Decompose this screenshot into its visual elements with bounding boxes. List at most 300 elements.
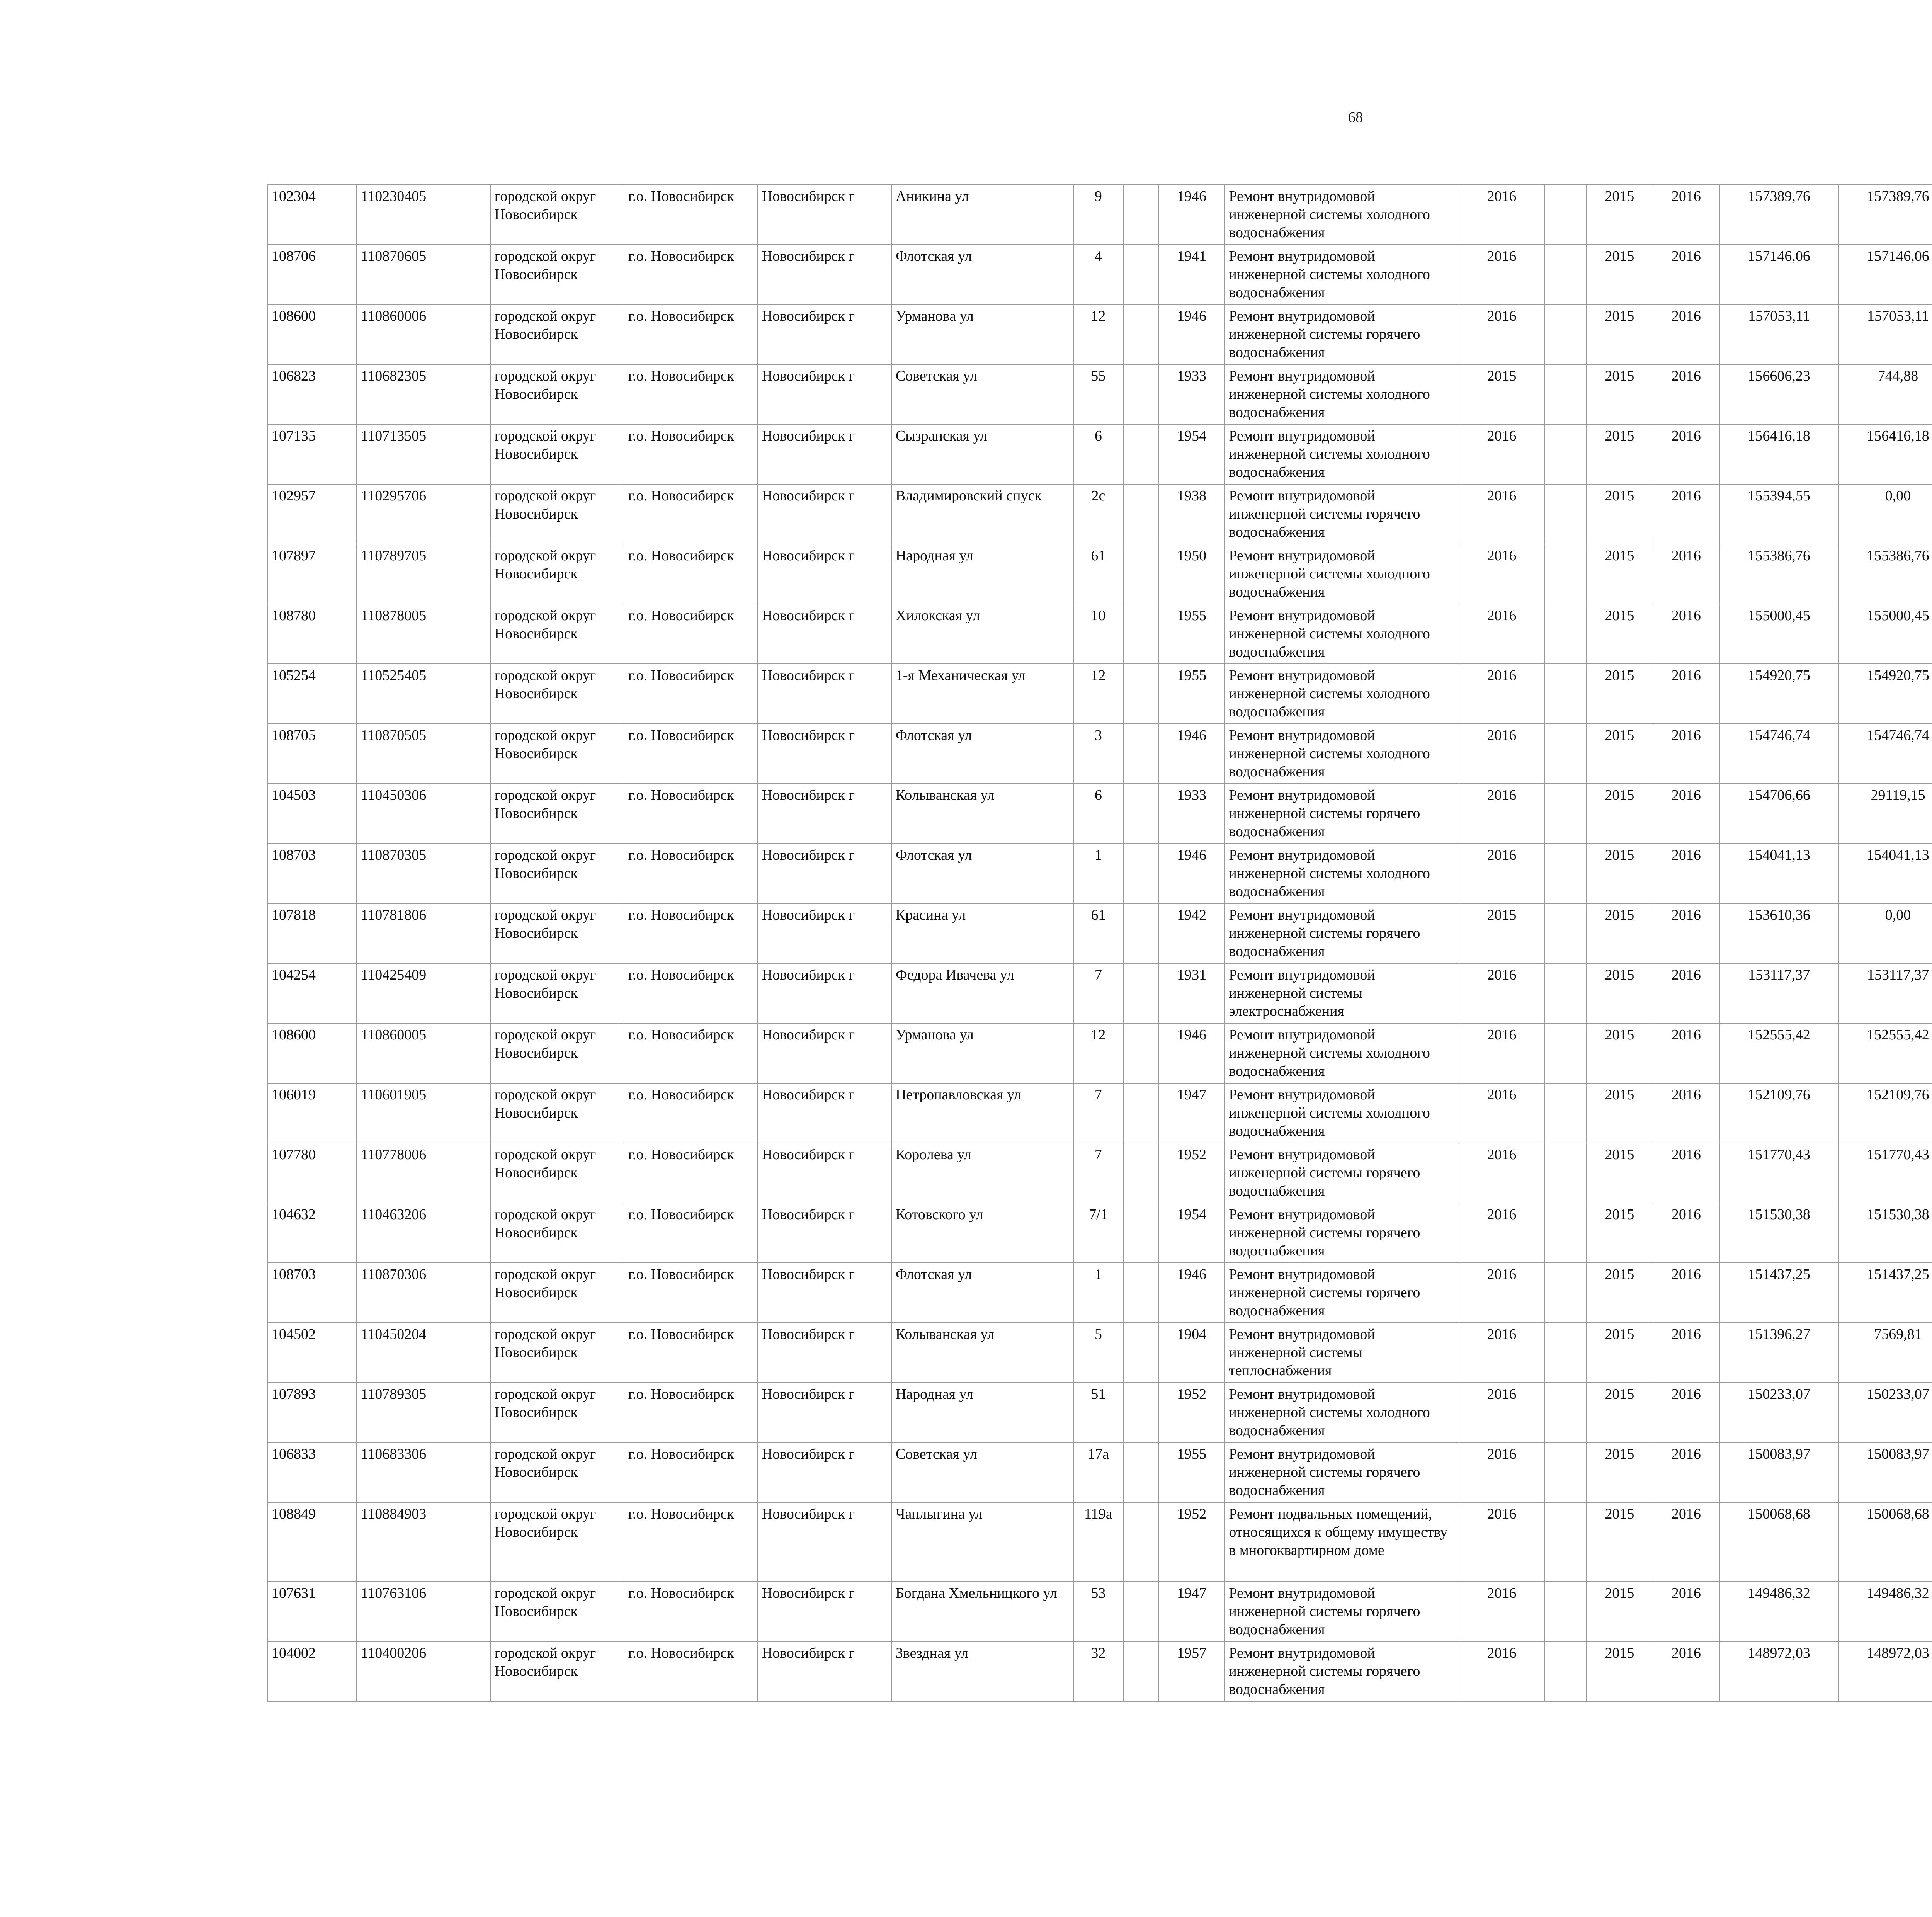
year-built-cell: 1954 <box>1159 424 1225 484</box>
house-letter-cell <box>1123 1641 1159 1701</box>
year-from-cell: 2015 <box>1586 724 1653 784</box>
work-type-cell: Ремонт подвальных помещений, относящихся к общему имуществу в многоквартирном доме <box>1225 1502 1459 1582</box>
total-cost-cell: 154920,75 <box>1719 664 1838 724</box>
house-number-cell: 61 <box>1073 544 1123 604</box>
row-id-cell: 105254 <box>267 664 357 724</box>
city-cell: Новосибирск г <box>758 1083 891 1143</box>
house-number-cell: 1 <box>1073 844 1123 903</box>
year-to-cell: 2016 <box>1653 1442 1720 1502</box>
extra-col-cell <box>1544 903 1586 963</box>
row-id-cell: 104503 <box>267 784 357 844</box>
fund-amount-cell: 152555,42 <box>1838 1023 1932 1083</box>
total-cost-cell: 150068,68 <box>1719 1502 1838 1582</box>
object-code-cell: 110763106 <box>357 1582 490 1641</box>
row-id-cell: 106833 <box>267 1442 357 1502</box>
house-number-cell: 119а <box>1073 1502 1123 1582</box>
table-row <box>267 1263 1932 1323</box>
street-cell: Котовского ул <box>891 1203 1073 1263</box>
city-cell: Новосибирск г <box>758 1143 891 1203</box>
row-id-cell: 107897 <box>267 544 357 604</box>
year-to-cell: 2016 <box>1653 844 1720 903</box>
fund-amount-cell: 152109,76 <box>1838 1083 1932 1143</box>
fund-amount-cell: 149486,32 <box>1838 1582 1932 1641</box>
fund-amount-cell: 151530,38 <box>1838 1203 1932 1263</box>
table-row <box>267 1203 1932 1263</box>
district-cell: городской округ Новосибирск <box>490 1203 624 1263</box>
object-code-cell: 110870306 <box>357 1263 490 1323</box>
municipality-cell: г.о. Новосибирск <box>624 963 758 1023</box>
table-row <box>267 424 1932 484</box>
table-row <box>267 963 1932 1023</box>
table-row <box>267 664 1932 724</box>
plan-year-cell: 2016 <box>1459 544 1544 604</box>
plan-year-cell: 2016 <box>1459 604 1544 664</box>
table-row <box>267 304 1932 364</box>
repair-program-table <box>267 184 1932 1702</box>
year-built-cell: 1946 <box>1159 185 1225 245</box>
extra-col-cell <box>1544 724 1586 784</box>
extra-col-cell <box>1544 1143 1586 1203</box>
house-number-cell: 55 <box>1073 364 1123 424</box>
house-number-cell: 6 <box>1073 424 1123 484</box>
total-cost-cell: 156416,18 <box>1719 424 1838 484</box>
extra-col-cell <box>1544 424 1586 484</box>
year-built-cell: 1938 <box>1159 484 1225 544</box>
district-cell: городской округ Новосибирск <box>490 1263 624 1323</box>
work-type-cell: Ремонт внутридомовой инженерной системы холодного водоснабжения <box>1225 724 1459 784</box>
house-number-cell: 10 <box>1073 604 1123 664</box>
year-to-cell: 2016 <box>1653 1083 1720 1143</box>
city-cell: Новосибирск г <box>758 544 891 604</box>
table-row <box>267 1143 1932 1203</box>
street-cell: Народная ул <box>891 544 1073 604</box>
district-cell: городской округ Новосибирск <box>490 724 624 784</box>
year-built-cell: 1955 <box>1159 664 1225 724</box>
plan-year-cell: 2016 <box>1459 484 1544 544</box>
fund-amount-cell: 151770,43 <box>1838 1143 1932 1203</box>
plan-year-cell: 2016 <box>1459 1582 1544 1641</box>
extra-col-cell <box>1544 484 1586 544</box>
municipality-cell: г.о. Новосибирск <box>624 844 758 903</box>
municipality-cell: г.о. Новосибирск <box>624 1383 758 1442</box>
plan-year-cell: 2016 <box>1459 1023 1544 1083</box>
year-from-cell: 2015 <box>1586 1383 1653 1442</box>
city-cell: Новосибирск г <box>758 784 891 844</box>
total-cost-cell: 152555,42 <box>1719 1023 1838 1083</box>
row-id-cell: 104632 <box>267 1203 357 1263</box>
extra-col-cell <box>1544 963 1586 1023</box>
house-letter-cell <box>1123 784 1159 844</box>
work-type-cell: Ремонт внутридомовой инженерной системы холодного водоснабжения <box>1225 1023 1459 1083</box>
street-cell: Владимировский спуск <box>891 484 1073 544</box>
year-from-cell: 2015 <box>1586 1502 1653 1582</box>
object-code-cell: 110884903 <box>357 1502 490 1582</box>
house-letter-cell <box>1123 1323 1159 1383</box>
municipality-cell: г.о. Новосибирск <box>624 1143 758 1203</box>
year-from-cell: 2015 <box>1586 1641 1653 1701</box>
work-type-cell: Ремонт внутридомовой инженерной системы горячего водоснабжения <box>1225 1143 1459 1203</box>
year-to-cell: 2016 <box>1653 304 1720 364</box>
year-built-cell: 1950 <box>1159 544 1225 604</box>
year-from-cell: 2015 <box>1586 424 1653 484</box>
house-letter-cell <box>1123 544 1159 604</box>
object-code-cell: 110778006 <box>357 1143 490 1203</box>
object-code-cell: 110870605 <box>357 245 490 304</box>
work-type-cell: Ремонт внутридомовой инженерной системы холодного водоснабжения <box>1225 544 1459 604</box>
house-number-cell: 1 <box>1073 1263 1123 1323</box>
city-cell: Новосибирск г <box>758 1641 891 1701</box>
city-cell: Новосибирск г <box>758 1582 891 1641</box>
work-type-cell: Ремонт внутридомовой инженерной системы теплоснабжения <box>1225 1323 1459 1383</box>
year-from-cell: 2015 <box>1586 844 1653 903</box>
district-cell: городской округ Новосибирск <box>490 364 624 424</box>
house-letter-cell <box>1123 484 1159 544</box>
object-code-cell: 110781806 <box>357 903 490 963</box>
municipality-cell: г.о. Новосибирск <box>624 1083 758 1143</box>
extra-col-cell <box>1544 1641 1586 1701</box>
year-to-cell: 2016 <box>1653 1323 1720 1383</box>
fund-amount-cell: 150068,68 <box>1838 1502 1932 1582</box>
year-built-cell: 1947 <box>1159 1582 1225 1641</box>
municipality-cell: г.о. Новосибирск <box>624 484 758 544</box>
extra-col-cell <box>1544 364 1586 424</box>
year-from-cell: 2015 <box>1586 604 1653 664</box>
table-row <box>267 1582 1932 1641</box>
municipality-cell: г.о. Новосибирск <box>624 1502 758 1582</box>
district-cell: городской округ Новосибирск <box>490 1641 624 1701</box>
plan-year-cell: 2015 <box>1459 903 1544 963</box>
extra-col-cell <box>1544 604 1586 664</box>
year-from-cell: 2015 <box>1586 784 1653 844</box>
city-cell: Новосибирск г <box>758 844 891 903</box>
table-row <box>267 1442 1932 1502</box>
year-built-cell: 1946 <box>1159 1023 1225 1083</box>
house-number-cell: 7 <box>1073 1083 1123 1143</box>
plan-year-cell: 2016 <box>1459 1383 1544 1442</box>
object-code-cell: 110870505 <box>357 724 490 784</box>
house-number-cell: 3 <box>1073 724 1123 784</box>
object-code-cell: 110789305 <box>357 1383 490 1442</box>
city-cell: Новосибирск г <box>758 1323 891 1383</box>
work-type-cell: Ремонт внутридомовой инженерной системы холодного водоснабжения <box>1225 1383 1459 1442</box>
plan-year-cell: 2016 <box>1459 1263 1544 1323</box>
district-cell: городской округ Новосибирск <box>490 185 624 245</box>
plan-year-cell: 2016 <box>1459 1083 1544 1143</box>
year-to-cell: 2016 <box>1653 1143 1720 1203</box>
fund-amount-cell: 157146,06 <box>1838 245 1932 304</box>
year-to-cell: 2016 <box>1653 963 1720 1023</box>
city-cell: Новосибирск г <box>758 185 891 245</box>
page-number: 68 <box>1348 109 1363 126</box>
table-row <box>267 724 1932 784</box>
work-type-cell: Ремонт внутридомовой инженерной системы горячего водоснабжения <box>1225 1203 1459 1263</box>
year-from-cell: 2015 <box>1586 1083 1653 1143</box>
total-cost-cell: 151396,27 <box>1719 1323 1838 1383</box>
row-id-cell: 104002 <box>267 1641 357 1701</box>
table-row <box>267 1641 1932 1701</box>
house-letter-cell <box>1123 963 1159 1023</box>
row-id-cell: 102304 <box>267 185 357 245</box>
year-built-cell: 1955 <box>1159 1442 1225 1502</box>
total-cost-cell: 151770,43 <box>1719 1143 1838 1203</box>
table-row <box>267 844 1932 903</box>
house-number-cell: 7/1 <box>1073 1203 1123 1263</box>
year-built-cell: 1957 <box>1159 1641 1225 1701</box>
fund-amount-cell: 155000,45 <box>1838 604 1932 664</box>
plan-year-cell: 2016 <box>1459 963 1544 1023</box>
year-to-cell: 2016 <box>1653 604 1720 664</box>
year-built-cell: 1952 <box>1159 1502 1225 1582</box>
district-cell: городской округ Новосибирск <box>490 903 624 963</box>
house-letter-cell <box>1123 664 1159 724</box>
street-cell: Хилокская ул <box>891 604 1073 664</box>
house-number-cell: 12 <box>1073 1023 1123 1083</box>
extra-col-cell <box>1544 185 1586 245</box>
street-cell: Королева ул <box>891 1143 1073 1203</box>
district-cell: городской округ Новосибирск <box>490 1143 624 1203</box>
house-letter-cell <box>1123 185 1159 245</box>
district-cell: городской округ Новосибирск <box>490 963 624 1023</box>
year-to-cell: 2016 <box>1653 1023 1720 1083</box>
house-number-cell: 12 <box>1073 304 1123 364</box>
house-letter-cell <box>1123 1263 1159 1323</box>
year-from-cell: 2015 <box>1586 1203 1653 1263</box>
street-cell: Чаплыгина ул <box>891 1502 1073 1582</box>
year-to-cell: 2016 <box>1653 784 1720 844</box>
object-code-cell: 110860006 <box>357 304 490 364</box>
house-letter-cell <box>1123 903 1159 963</box>
row-id-cell: 102957 <box>267 484 357 544</box>
municipality-cell: г.о. Новосибирск <box>624 903 758 963</box>
row-id-cell: 107780 <box>267 1143 357 1203</box>
year-built-cell: 1946 <box>1159 1263 1225 1323</box>
fund-amount-cell: 29119,15 <box>1838 784 1932 844</box>
street-cell: Богдана Хмельницкого ул <box>891 1582 1073 1641</box>
object-code-cell: 110400206 <box>357 1641 490 1701</box>
fund-amount-cell: 157053,11 <box>1838 304 1932 364</box>
city-cell: Новосибирск г <box>758 484 891 544</box>
row-id-cell: 107135 <box>267 424 357 484</box>
row-id-cell: 107893 <box>267 1383 357 1442</box>
table-row <box>267 364 1932 424</box>
district-cell: городской округ Новосибирск <box>490 844 624 903</box>
city-cell: Новосибирск г <box>758 1442 891 1502</box>
extra-col-cell <box>1544 844 1586 903</box>
year-built-cell: 1954 <box>1159 1203 1225 1263</box>
work-type-cell: Ремонт внутридомовой инженерной системы холодного водоснабжения <box>1225 364 1459 424</box>
extra-col-cell <box>1544 664 1586 724</box>
city-cell: Новосибирск г <box>758 724 891 784</box>
house-letter-cell <box>1123 604 1159 664</box>
object-code-cell: 110789705 <box>357 544 490 604</box>
fund-amount-cell: 157389,76 <box>1838 185 1932 245</box>
fund-amount-cell: 154746,74 <box>1838 724 1932 784</box>
work-type-cell: Ремонт внутридомовой инженерной системы горячего водоснабжения <box>1225 784 1459 844</box>
extra-col-cell <box>1544 544 1586 604</box>
extra-col-cell <box>1544 1502 1586 1582</box>
year-from-cell: 2015 <box>1586 963 1653 1023</box>
plan-year-cell: 2016 <box>1459 1502 1544 1582</box>
total-cost-cell: 151530,38 <box>1719 1203 1838 1263</box>
year-built-cell: 1955 <box>1159 604 1225 664</box>
year-built-cell: 1941 <box>1159 245 1225 304</box>
house-number-cell: 7 <box>1073 1143 1123 1203</box>
object-code-cell: 110683306 <box>357 1442 490 1502</box>
total-cost-cell: 154706,66 <box>1719 784 1838 844</box>
city-cell: Новосибирск г <box>758 245 891 304</box>
fund-amount-cell: 7569,81 <box>1838 1323 1932 1383</box>
work-type-cell: Ремонт внутридомовой инженерной системы горячего водоснабжения <box>1225 1442 1459 1502</box>
total-cost-cell: 157053,11 <box>1719 304 1838 364</box>
municipality-cell: г.о. Новосибирск <box>624 724 758 784</box>
year-to-cell: 2016 <box>1653 484 1720 544</box>
plan-year-cell: 2016 <box>1459 245 1544 304</box>
fund-amount-cell: 153117,37 <box>1838 963 1932 1023</box>
year-to-cell: 2016 <box>1653 1502 1720 1582</box>
house-letter-cell <box>1123 1502 1159 1582</box>
total-cost-cell: 155386,76 <box>1719 544 1838 604</box>
house-number-cell: 9 <box>1073 185 1123 245</box>
object-code-cell: 110870305 <box>357 844 490 903</box>
house-letter-cell <box>1123 1383 1159 1442</box>
year-to-cell: 2016 <box>1653 664 1720 724</box>
work-type-cell: Ремонт внутридомовой инженерной системы электроснабжения <box>1225 963 1459 1023</box>
year-built-cell: 1933 <box>1159 784 1225 844</box>
municipality-cell: г.о. Новосибирск <box>624 185 758 245</box>
district-cell: городской округ Новосибирск <box>490 1383 624 1442</box>
year-from-cell: 2015 <box>1586 903 1653 963</box>
year-to-cell: 2016 <box>1653 1582 1720 1641</box>
year-built-cell: 1952 <box>1159 1383 1225 1442</box>
table-row <box>267 185 1932 245</box>
district-cell: городской округ Новосибирск <box>490 1442 624 1502</box>
year-to-cell: 2016 <box>1653 1203 1720 1263</box>
table-row <box>267 1502 1932 1582</box>
fund-amount-cell: 154041,13 <box>1838 844 1932 903</box>
row-id-cell: 108706 <box>267 245 357 304</box>
street-cell: Советская ул <box>891 1442 1073 1502</box>
row-id-cell: 104502 <box>267 1323 357 1383</box>
total-cost-cell: 148972,03 <box>1719 1641 1838 1701</box>
total-cost-cell: 156606,23 <box>1719 364 1838 424</box>
house-letter-cell <box>1123 1582 1159 1641</box>
work-type-cell: Ремонт внутридомовой инженерной системы холодного водоснабжения <box>1225 245 1459 304</box>
object-code-cell: 110525405 <box>357 664 490 724</box>
extra-col-cell <box>1544 1203 1586 1263</box>
work-type-cell: Ремонт внутридомовой инженерной системы холодного водоснабжения <box>1225 1083 1459 1143</box>
total-cost-cell: 155394,55 <box>1719 484 1838 544</box>
year-from-cell: 2015 <box>1586 544 1653 604</box>
city-cell: Новосибирск г <box>758 963 891 1023</box>
total-cost-cell: 157146,06 <box>1719 245 1838 304</box>
plan-year-cell: 2016 <box>1459 304 1544 364</box>
house-number-cell: 6 <box>1073 784 1123 844</box>
city-cell: Новосибирск г <box>758 1263 891 1323</box>
house-letter-cell <box>1123 1143 1159 1203</box>
work-type-cell: Ремонт внутридомовой инженерной системы горячего водоснабжения <box>1225 1263 1459 1323</box>
year-from-cell: 2015 <box>1586 1442 1653 1502</box>
year-built-cell: 1946 <box>1159 844 1225 903</box>
total-cost-cell: 157389,76 <box>1719 185 1838 245</box>
work-type-cell: Ремонт внутридомовой инженерной системы горячего водоснабжения <box>1225 903 1459 963</box>
table-row <box>267 484 1932 544</box>
year-from-cell: 2015 <box>1586 484 1653 544</box>
year-to-cell: 2016 <box>1653 1263 1720 1323</box>
municipality-cell: г.о. Новосибирск <box>624 1582 758 1641</box>
district-cell: городской округ Новосибирск <box>490 1502 624 1582</box>
extra-col-cell <box>1544 1023 1586 1083</box>
street-cell: Урманова ул <box>891 1023 1073 1083</box>
district-cell: городской округ Новосибирск <box>490 1582 624 1641</box>
object-code-cell: 110601905 <box>357 1083 490 1143</box>
plan-year-cell: 2016 <box>1459 784 1544 844</box>
municipality-cell: г.о. Новосибирск <box>624 784 758 844</box>
street-cell: Флотская ул <box>891 724 1073 784</box>
fund-amount-cell: 150083,97 <box>1838 1442 1932 1502</box>
municipality-cell: г.о. Новосибирск <box>624 1323 758 1383</box>
street-cell: Колыванская ул <box>891 784 1073 844</box>
house-number-cell: 61 <box>1073 903 1123 963</box>
table-row <box>267 544 1932 604</box>
work-type-cell: Ремонт внутридомовой инженерной системы горячего водоснабжения <box>1225 484 1459 544</box>
year-from-cell: 2015 <box>1586 1582 1653 1641</box>
house-number-cell: 17а <box>1073 1442 1123 1502</box>
row-id-cell: 108600 <box>267 1023 357 1083</box>
year-from-cell: 2015 <box>1586 304 1653 364</box>
work-type-cell: Ремонт внутридомовой инженерной системы холодного водоснабжения <box>1225 844 1459 903</box>
work-type-cell: Ремонт внутридомовой инженерной системы холодного водоснабжения <box>1225 664 1459 724</box>
street-cell: Петропавловская ул <box>891 1083 1073 1143</box>
year-from-cell: 2015 <box>1586 1143 1653 1203</box>
work-type-cell: Ремонт внутридомовой инженерной системы холодного водоснабжения <box>1225 604 1459 664</box>
total-cost-cell: 155000,45 <box>1719 604 1838 664</box>
street-cell: 1-я Механическая ул <box>891 664 1073 724</box>
street-cell: Народная ул <box>891 1383 1073 1442</box>
house-number-cell: 7 <box>1073 963 1123 1023</box>
object-code-cell: 110230405 <box>357 185 490 245</box>
year-from-cell: 2015 <box>1586 1263 1653 1323</box>
year-to-cell: 2016 <box>1653 544 1720 604</box>
city-cell: Новосибирск г <box>758 604 891 664</box>
total-cost-cell: 151437,25 <box>1719 1263 1838 1323</box>
district-cell: городской округ Новосибирск <box>490 664 624 724</box>
fund-amount-cell: 744,88 <box>1838 364 1932 424</box>
district-cell: городской округ Новосибирск <box>490 424 624 484</box>
total-cost-cell: 154746,74 <box>1719 724 1838 784</box>
work-type-cell: Ремонт внутридомовой инженерной системы холодного водоснабжения <box>1225 424 1459 484</box>
fund-amount-cell: 0,00 <box>1838 484 1932 544</box>
row-id-cell: 107631 <box>267 1582 357 1641</box>
row-id-cell: 108703 <box>267 1263 357 1323</box>
year-built-cell: 1933 <box>1159 364 1225 424</box>
table-row <box>267 245 1932 304</box>
fund-amount-cell: 155386,76 <box>1838 544 1932 604</box>
extra-col-cell <box>1544 1582 1586 1641</box>
extra-col-cell <box>1544 245 1586 304</box>
object-code-cell: 110295706 <box>357 484 490 544</box>
municipality-cell: г.о. Новосибирск <box>624 664 758 724</box>
year-built-cell: 1952 <box>1159 1143 1225 1203</box>
house-number-cell: 2с <box>1073 484 1123 544</box>
plan-year-cell: 2016 <box>1459 424 1544 484</box>
house-number-cell: 51 <box>1073 1383 1123 1442</box>
year-from-cell: 2015 <box>1586 245 1653 304</box>
city-cell: Новосибирск г <box>758 664 891 724</box>
house-letter-cell <box>1123 1442 1159 1502</box>
total-cost-cell: 152109,76 <box>1719 1083 1838 1143</box>
plan-year-cell: 2016 <box>1459 1641 1544 1701</box>
street-cell: Звездная ул <box>891 1641 1073 1701</box>
